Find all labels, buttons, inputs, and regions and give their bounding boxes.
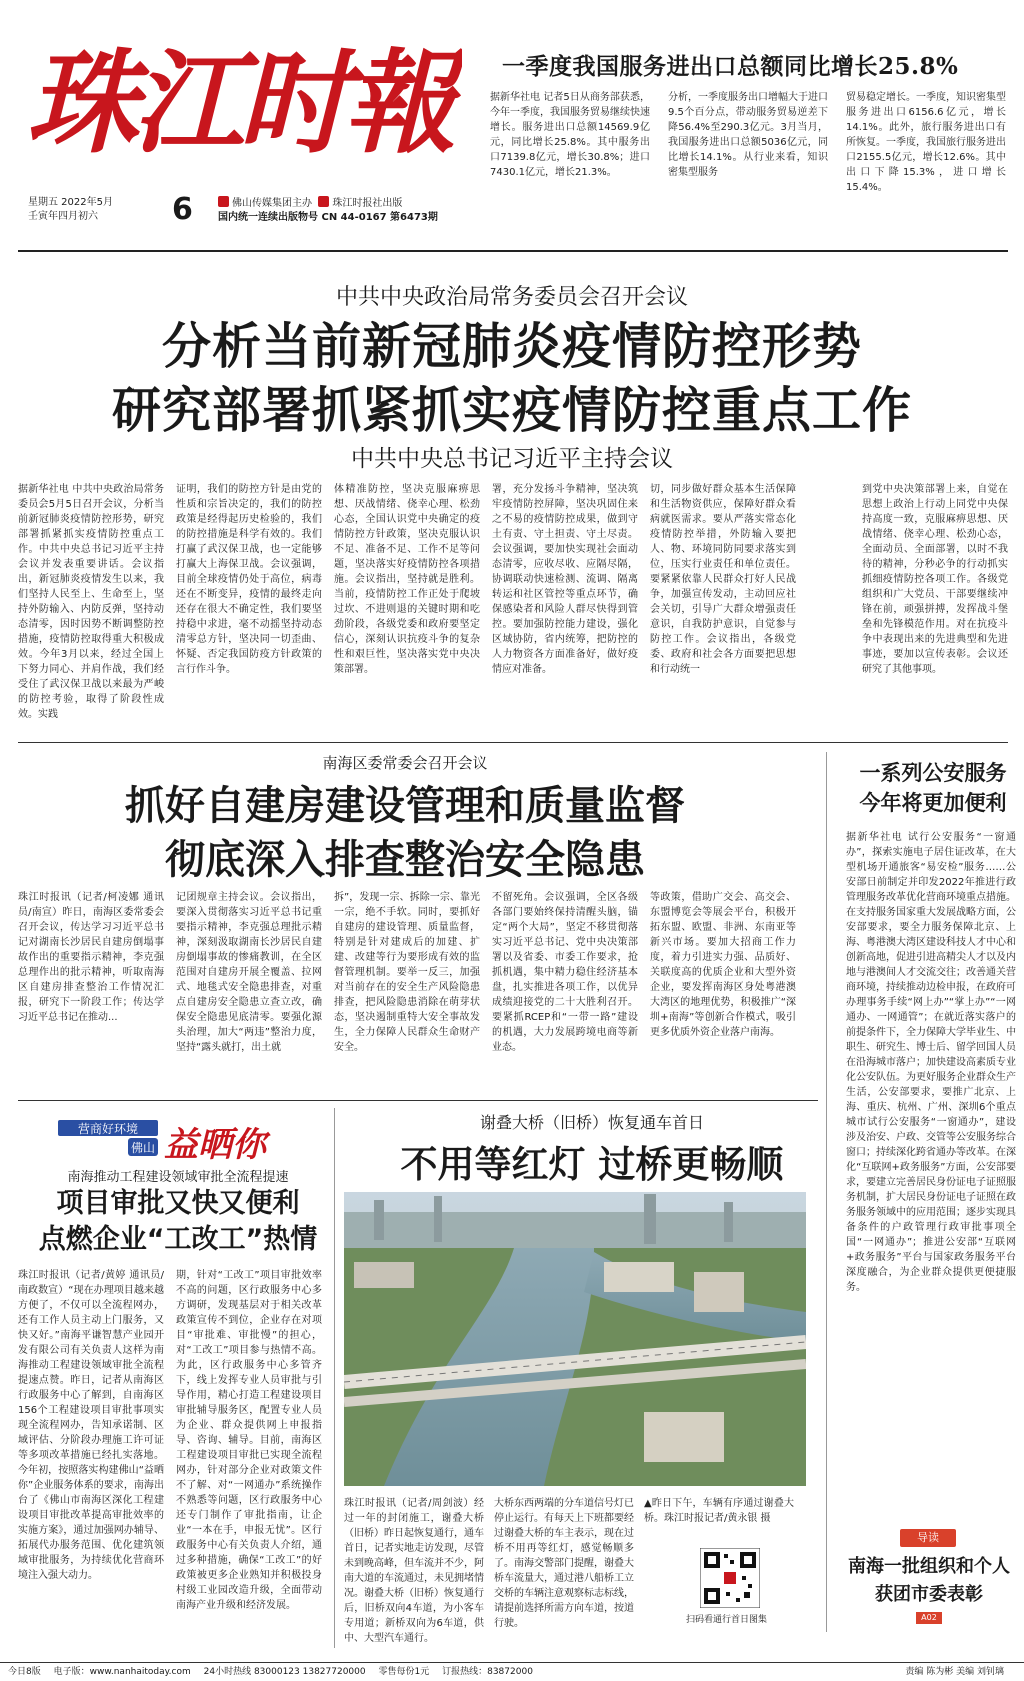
bridge-aerial-photo[interactable] (344, 1192, 806, 1486)
guide-tag: 导读 (900, 1529, 956, 1547)
yishang-headline[interactable] (18, 1186, 338, 1258)
main-story-deck: 中共中央总书记习近平主持会议 (351, 446, 673, 472)
main-story-kicker: 中共中央政治局常务委员会召开会议 (335, 285, 688, 310)
second-story-col-5: 等政策，借助广交会、高交会、东盟博览会等展会平台，积极开拓东盟、欧盟、非洲、东南亚等新兴市场。要加大招商工作力度，着力引进实力强、品质好、关联度高的优质企业和大型外资企业，要发挥南海区身处粤港澳大湾区的地理优势，积极推广“深圳+南海”等创新合作模式，吸引更多优质外资企业落户南海。 (650, 892, 796, 1038)
main-story-col-1: 据新华社电 中共中央政治局常务委员会5月5日召开会议，分析当前新冠肺炎疫情防控形势，研究部署抓紧抓实疫情防控重点工作。中共中央总书记习近平主持会议并发表重要讲话。会议指出，新冠肺炎疫情发生以来，我们坚持人民至上、生命至上，坚持外防输入、内防反弹，坚持动态清零，因时因势不断调整防控措施，疫情防控取得重大积极成效。今年3月以来，经过全国上下努力同心、并肩作战，我们经受住了武汉保卫战以来最为严峻的防控考验，取得了阶段性成效。实践 (18, 484, 164, 720)
second-story-col-2: 记团规章主持会议。会议指出，要深入贯彻落实习近平总书记重要指示精神，李克强总理批示精神，深刻汲取湖南长沙居民自建房倒塌事故的惨痛教训，在全区范围对自建房开展全覆盖、拉网式、地毯式安全隐患排查，对重点自建房安全隐患立查立改，确保安全隐患见底清零。要强化源头治理，加大“两违”整治力度，坚持“露头就打，出土就 (176, 892, 322, 1053)
yishang-col-2: 期，针对“工改工”项目审批效率不高的问题，区行政服务中心多方调研，发现基层对于相关改革政策宣传不到位，企业存在对项目“审批难、审批慢”的担心，对“工改工”项目参与热情不高。为此，区行政服务中心多管齐下，线上发挥专业人员审批与引导作用，精心打造工程建设项目审批辅导服务区，配置专业人员为企业、群众提供网上申报指导、咨询、辅导。目前，南海区工程建设项目审批已实现全流程网办，针对部分企业对政策文件不了解、对“一网通办”系统操作不熟悉等问题，区行政服务中心还专门制作了审批指南，让企业“一本在手，申报无忧”。区行政服务中心有关负责人介绍，通过多种措施，确保“工改工”的好政策被更多企业熟知并积极投身村级工业园改造升级，全面带动南海产业升级和经济发展。 (176, 1270, 322, 1611)
qr-code-icon[interactable] (700, 1548, 760, 1608)
photo-caption: ▲昨日下午，车辆有序通过谢叠大桥。珠江时报记者/黄永银 摄 (644, 1498, 794, 1524)
footer-rule (0, 1662, 1024, 1663)
top-story-headline[interactable]: 一季度我国服务进出口总额同比增长25.8% (502, 53, 959, 80)
qr-caption: 扫码看通行首日图集 (686, 1615, 768, 1625)
logo-calligraphy (22, 26, 462, 164)
footer-credit: 责编 陈为彬 美编 刘钊璃 (905, 1667, 1004, 1677)
yishang-divider (334, 1108, 335, 1648)
footer (0, 1664, 1024, 1680)
sidebar-headline-1: 一系列公安服务 (859, 760, 1007, 785)
second-story-headline-2[interactable]: 彻底深入排查整治安全隐患 (165, 837, 645, 883)
second-story-col-4: 不留死角。会议强调，全区各级各部门要始终保持清醒头脑，锚定“两个大局”，坚定不移贯彻落实习近平总书记、党中央决策部署以及省委、市委工作要求，抢抓机遇，集中精力稳住经济基本盘，扎实推进各项工作，以优异成绩迎接党的二十大胜利召开。要紧抓RCEP和“一带一路”建设的机遇，大力发展跨境电商等新业态。 (492, 892, 638, 1053)
yishang-col-1: 珠江时报讯（记者/黄婷 通讯员/南政数宣）“现在办理项目越来越方便了，不仅可以全流程网办，还有工作人员主动上门服务，又快又好。”南海平谦智慧产业园开发有限公司有关负责人这样为南海推动工程建设领域审批全流程提速点赞。昨日，记者从南海区行政服务中心了解到，自南海区156个工程建设项目审批事项实现全流程网办，告知承诺制、区域评估、分阶段办理施工许可证等多项改革措施已经扎实落地。今年初，按照落实构建佛山“益晒你”企业服务体系的要求，南海出台了《佛山市南海区深化工程建设项目审批改革提高审批效率的实施方案》，通过加强网办辅导、拓展代办服务范围、优化建筑领域审批服务，为持续优化营商环境注入强大动力。 (18, 1270, 164, 1581)
yishang-headline-2: 点燃企业“工改工”热情 (38, 1224, 318, 1255)
yishang-banner-graphic (18, 1108, 338, 1168)
weekday-date: 星期五 2022年5月 (28, 197, 113, 208)
footer-pages: 今日8版 (8, 1667, 41, 1677)
main-story-col-6: 到党中央决策部署上来，自觉在思想上政治上行动上同党中央保持高度一致，克服麻痹思想、厌战情绪、侥幸心理、松劲心态，全面动员、全面部署，以时不我待的精神，分秒必争的行动抓实抓细疫情防控各项工作。各级党组织和广大党员、干部要继续冲锋在前，顽强拼搏，发挥战斗堡垒和先锋模范作用。对在抗疫斗争中表现出来的先进典型和先进事迹，要加以宣传表彰。会议还研究了其他事项。 (862, 484, 1008, 675)
cn-number: 国内统一连续出版物号 CN 44-0167 第6473期 (218, 212, 438, 223)
sidebar-divider (826, 752, 827, 1632)
guide-headline-2: 获团市委表彰 (875, 1584, 983, 1605)
svg-text:营商好环境: 营商好环境 (77, 1122, 139, 1136)
sponsor-label: 佛山传媒集团主办 (232, 198, 312, 209)
masthead-rule (18, 250, 1008, 252)
bridge-photo-illustration (344, 1192, 806, 1486)
bridge-col-2: 大桥东西两端的分车道信号灯已停止运行。有每天上下班都要经过谢叠大桥的车主表示，现在过桥不用再等红灯，感觉畅顺多了。南海交警部门提醒，谢叠大桥车流量大，通过港八船桥工立交桥的车辆注意观察标志标线，请提前选择所需方向车道，按道行驶。 (494, 1498, 634, 1629)
issue-date (28, 196, 113, 224)
main-story-headline-1[interactable]: 分析当前新冠肺炎疫情防控形势 (161, 318, 862, 375)
guide-headline[interactable] (836, 1553, 1022, 1609)
svg-text:珠江时報: 珠江时報 (26, 38, 450, 164)
svg-text:佛山: 佛山 (130, 1141, 156, 1155)
footer-price: 零售每份1元 (378, 1667, 430, 1677)
bridge-kicker: 谢叠大桥（旧桥）恢复通车首日 (479, 1113, 704, 1132)
top-story-col-2: 分析，一季度服务出口增幅大于进口9.5个百分点，带动服务贸易逆差下降56.4%至290.3亿元。3月当月，我国服务进出口总额5036亿元，同比增长14.1%。从行业来看，知识密集型服务 (668, 92, 828, 178)
main-story-col-4: 署，充分发扬斗争精神，坚决筑牢疫情防控屏障，坚决巩固住来之不易的疫情防控成果，做到守土有责、守土担责、守土尽责。会议强调，要加快实现社会面动态清零，应收尽收、应隔尽隔，协调联动快速检测、流调、隔离转运和社区管控等重点环节，确保感染者和风险人群尽快得到管控。要加强防控能力建设，强化区域协防，省内统筹，把防控的人力物资各方面准备好，做好疫情应对准备。 (492, 484, 638, 675)
publisher-info (218, 196, 438, 225)
footer-hotline: 24小时热线 83000123 13827720000 (203, 1667, 366, 1677)
fstv-logo-icon (218, 196, 229, 207)
yishang-subtitle: 南海推动工程建设领域审批全流程提速 (67, 1170, 289, 1185)
main-story-rule (18, 742, 1008, 743)
footer-subscribe: 订报热线：83872000 (442, 1667, 533, 1677)
bridge-col-1: 珠江时报讯（记者/周剑波）经过一年的封闭施工，谢叠大桥（旧桥）昨日起恢复通行，通车首日，记者实地走访发现，尽管未到晚高峰，但车流并不少，阿南大道的车流通过，未见拥堵情况。谢叠大桥（旧桥）恢复通行后，旧桥双向4车道，为小客车专用道；新桥双向为6车道，供中、大型汽车通行。 (344, 1498, 484, 1644)
sidebar-headline[interactable] (848, 758, 1018, 818)
footer-website[interactable]: 电子版：www.nanhaitoday.com (53, 1667, 191, 1677)
top-story-col-1: 据新华社电 记者5日从商务部获悉，今年一季度，我国服务贸易继续快速增长。服务进出口总额14569.9亿元，同比增长25.8%。其中服务出口7139.8亿元，增长30.8%；进口7430.1亿元，增长21.3%。 (490, 92, 650, 178)
top-story-col-3: 贸易稳定增长。一季度，知识密集型服务进出口6156.6亿元，增长14.1%。此外，旅行服务进出口有所恢复。一季度，我国旅行服务进出口2155.5亿元，增长12.6%。其中出口下降15.3%，进口增长15.4%。 (846, 92, 1006, 193)
svg-text:益晒你: 益晒你 (164, 1125, 266, 1165)
zjsb-logo-icon (318, 196, 329, 207)
second-story-col-1: 珠江时报讯（记者/柯凌娜 通讯员/南宣）昨日，南海区委常委会召开会议，传达学习习近平总书记对湖南长沙居民自建房倒塌事故作出的重要指示精神，李克强总理作出的批示精神，听取南海区自建房排查整治工作情况汇报，研究下一阶段工作；传达学习近平总书记在推动... (18, 892, 164, 1023)
sidebar-body: 据新华社电 试行公安服务“一窗通办”，探索实施电子居住证改革，在大型机场开通旅客“易安检”服务……公安部日前制定并印发2022年推进行政管理服务改革优化营商环境重点措施。在支持服务国家重大发展战略方面，公安部要求，要全力服务保障北京、上海、粤港澳大湾区建设科技人才中心和创新高地，促进引进高精尖人才以及内地与港澳间人才交流交往；改善通关营商环境，持续推动边检申报，在政府可办理事务手续“网上办”“掌上办”“一网通办、一网通管”；在就近落实落户的前提条件下，全力保障大学毕业生、中职生、研究生、博士后、留学回国人员在沿海城市落户；加快建设高素质专业化公安队伍。为更好服务企业群众生产生活，公安部要求，要推广北京、上海、重庆、杭州、广州、深圳6个重点城市试行公安服务“一窗通办”，建设涉及治安、户政、交管等公安服务综合窗口；持续深化跨省通办等改革。在深化“互联网+政务服务”方面，公安部要求，要建立完善居民身份证电子证照服务机制，扩大居民身份证电子证照在政务服务领域中的应用范围；逐步实现具备条件的户政管理行政审批事项全国“一网通办”；推进公安部“互联网+政务服务”平台与国家政务服务平台深度融合，为企业群众提供更便捷服务。 (846, 832, 1016, 1293)
second-story-headline-1[interactable]: 抓好自建房建设管理和质量监督 (125, 783, 685, 829)
guide-headline-1: 南海一批组织和个人 (848, 1556, 1010, 1577)
second-story-col-3: 拆”，发现一宗、拆除一宗、靠光一宗，绝不手软。同时，要抓好自建房的建设管理、质量监督，特别是针对建成后的加建、扩建、改建等行为要形成有效的监督管理机制。要举一反三，加强对当前存在的安全生产风险隐患排查，把风险隐患消除在萌芽状态，坚决遏制重特大安全事故发生，全力保障人民群众生命财产安全。 (334, 892, 480, 1053)
main-story-col-5: 切，同步做好群众基本生活保障和生活物资供应，保障好群众看病就医需求。要从严落实常态化疫情防控举措，外防输入要把人、物、环境同防同要求落实到位，压实行业责任和单位责任。要紧紧依靠人民群众打好人民战争，加强宣传发动，主动回应社会关切，引导广大群众增强责任意识，自我防护意识，自觉参与防控工作。会议指出，各级党委、政府和社会各方面要把思想和行动统一 (650, 484, 796, 675)
masthead-logo (22, 26, 462, 164)
sidebar-headline-2: 今年将更加便利 (859, 790, 1007, 815)
bridge-headline[interactable]: 不用等红灯 过桥更畅顺 (400, 1143, 784, 1186)
page-number: 6 (172, 192, 193, 227)
main-story-col-3: 体精准防控，坚决克服麻痹思想、厌战情绪、侥幸心理、松劲心态，全国认识党中央确定的疫情防控方针政策，坚决克服认识不足、准备不足、工作不足等问题，坚决落实好疫情防控各项措施。会议指出，坚持就是胜利。当前，疫情防控工作正处于爬坡过坎、不进则退的关键时期和吃劲阶段，各级党委和政府要坚定信心，深刻认识抗疫斗争的复杂性和艰巨性，坚决落实党中央决策部署。 (334, 484, 480, 675)
guide-page-ref[interactable]: A02 (916, 1612, 942, 1624)
main-story-headline-2[interactable]: 研究部署抓紧抓实疫情防控重点工作 (111, 382, 912, 439)
lower-rule (18, 1100, 818, 1101)
yishang-headline-1: 项目审批又快又便利 (56, 1188, 300, 1219)
lunar-date: 壬寅年四月初六 (28, 211, 98, 222)
publisher-label: 珠江时报社出版 (332, 198, 403, 209)
main-story-col-2: 证明，我们的防控方针是由党的性质和宗旨决定的，我们的防控政策是经得起历史检验的，我们的防控措施是科学有效的。我们打赢了武汉保卫战，也一定能够打赢大上海保卫战。会议强调，目前全球疫情仍处于高位，病毒还在不断变异，疫情的最终走向还存在很大不确定性，我们要坚持稳中求进，毫不动摇坚持动态清零总方针，坚决同一切歪曲、怀疑、否定我国防疫方针政策的言行作斗争。 (176, 484, 322, 675)
second-story-kicker: 南海区委常委会召开会议 (322, 754, 488, 772)
yishang-banner (18, 1108, 338, 1168)
